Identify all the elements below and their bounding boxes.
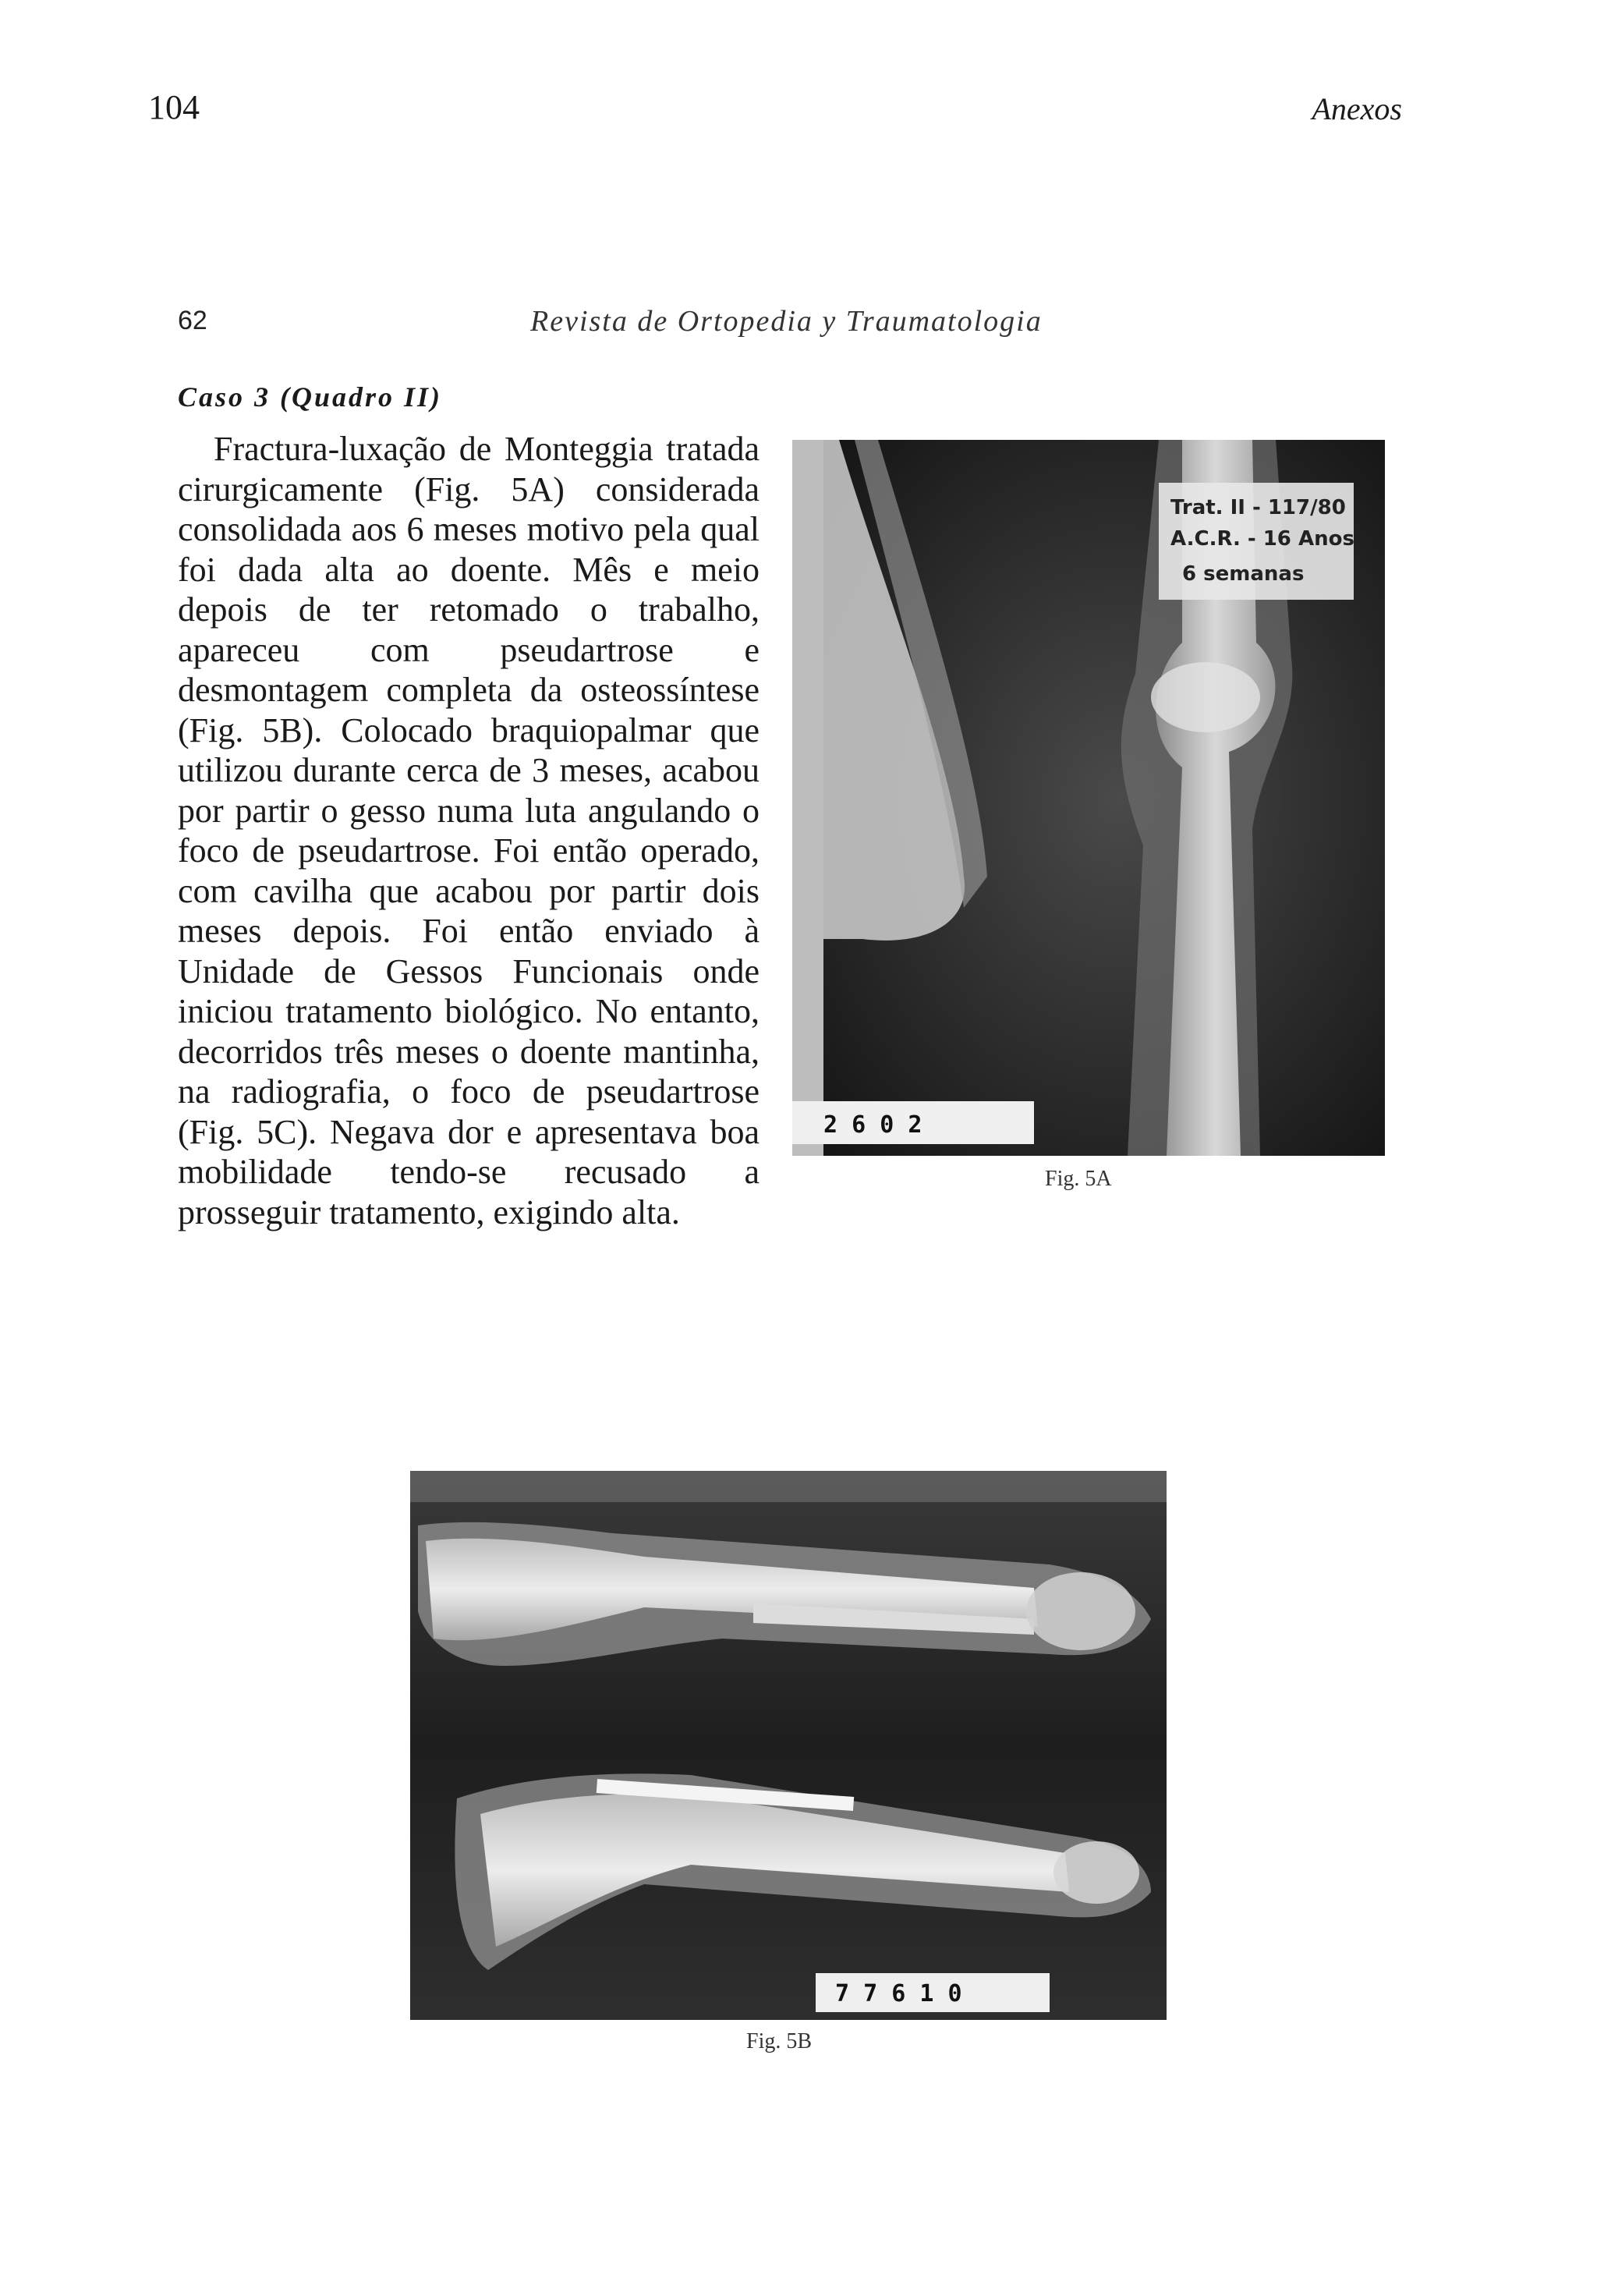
journal-page-number: 62 (178, 306, 207, 335)
film-label-line-2: A.C.R. - 16 Anos (1170, 527, 1354, 551)
caption-fig-5a: Fig. 5A (1045, 1167, 1112, 1191)
section-name: Anexos (1312, 91, 1402, 126)
film-marks-5b: 7 7 6 1 0 (835, 1980, 962, 2007)
journal-title: Revista de Ortopedia y Traumatologia (530, 305, 1043, 338)
xray-fig-5b (410, 1471, 1167, 2020)
caption-fig-5b: Fig. 5B (746, 2029, 813, 2053)
case-description: Fractura-luxação de Monteggia tratada cirurgicamente (Fig. 5A) considerada consolidada aos 6 meses motivo pela qual foi dada alta ao doente. Mês e meio depois de ter retomado o trabalho, apareceu com pseudartrose e desmontagem completa da osteossíntese (Fig. 5B). Colocado braquiopalmar que utilizou durante cerca de 3 meses, acabou por partir o gesso numa luta angulando o foco de pseudartrose. Foi então operado, com cavilha que acabou por partir dois meses depois. Foi então enviado à Unidade de Gessos Funcionais onde iniciou tratamento biológico. No entanto, decorridos três meses o doente mantinha, na radiografia, o foco de pseudartrose (Fig. 5C). Negava dor e apresentava boa mobilidade tendo-se recusado a prosseguir tratamento, exigindo alta. (178, 430, 760, 1231)
case-heading: Caso 3 (Quadro II) (178, 381, 443, 413)
film-label-line-1: Trat. II - 117/80 (1170, 496, 1346, 519)
film-label-line-3: 6 semanas (1182, 562, 1305, 586)
film-marks-5a: 2 6 0 2 (823, 1111, 922, 1139)
xray-fig-5a-image (792, 440, 1385, 1156)
page-number: 104 (148, 88, 200, 126)
xray-fig-5a (792, 440, 1385, 1156)
xray-fig-5b-image (410, 1471, 1167, 2020)
